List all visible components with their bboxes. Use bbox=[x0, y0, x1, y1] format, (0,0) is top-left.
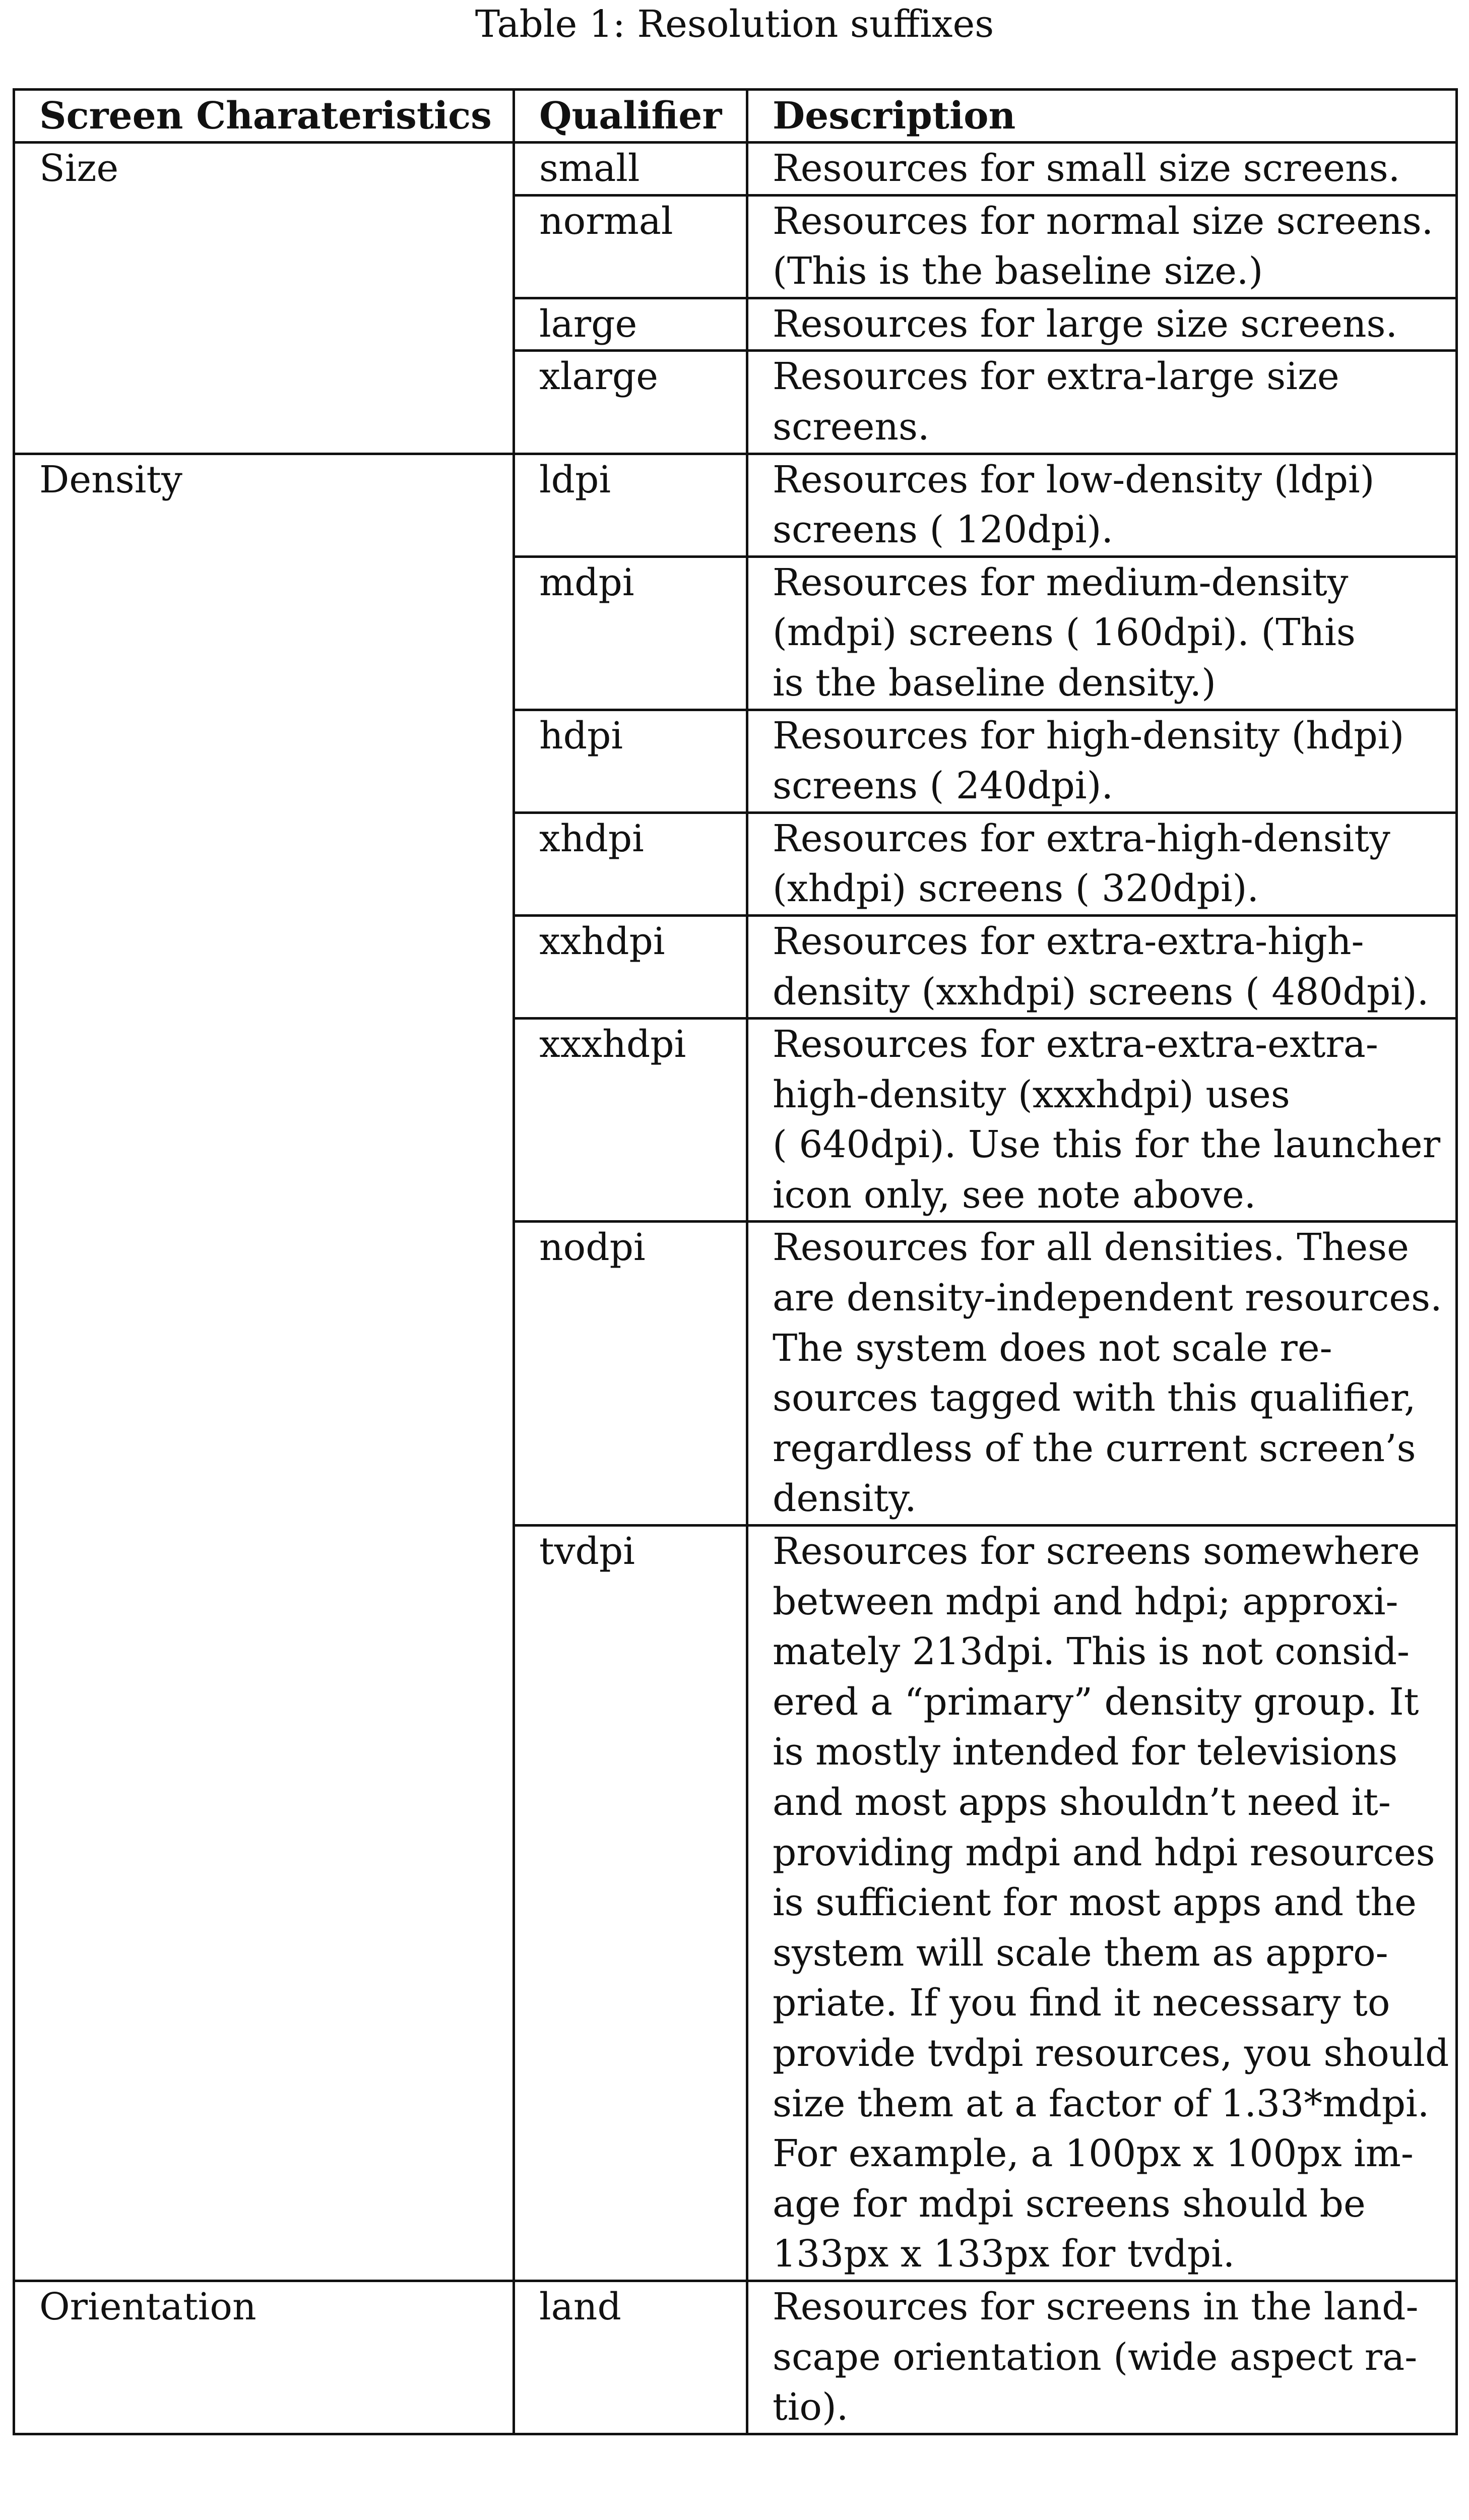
description-line: mately 213dpi. This is not consid- bbox=[773, 1630, 1410, 1674]
qualifier-cell: xhdpi bbox=[514, 812, 747, 915]
description-line: Resources for medium-density bbox=[773, 560, 1349, 604]
description-line: Resources for high-density (hdpi) bbox=[773, 714, 1404, 758]
description-line: screens ( 120dpi). bbox=[773, 508, 1113, 552]
description-cell bbox=[747, 710, 1457, 812]
resolution-suffixes-table bbox=[13, 88, 1458, 2435]
description-line: are density-independent resources. bbox=[773, 1276, 1442, 1320]
qualifier-cell: large bbox=[514, 298, 747, 351]
description-line: age for mdpi screens should be bbox=[773, 2182, 1366, 2226]
description-line: system will scale them as appro- bbox=[773, 1931, 1388, 1975]
description-cell bbox=[747, 1019, 1457, 1222]
table-row bbox=[14, 454, 1457, 556]
description-line: ered a “primary” density group. It bbox=[773, 1680, 1419, 1724]
qualifier-cell: small bbox=[514, 143, 747, 196]
qualifier-cell: mdpi bbox=[514, 556, 747, 710]
table-row bbox=[14, 2281, 1457, 2434]
header-screen-characteristics: Screen Charateristics bbox=[14, 90, 514, 143]
description-line: For example, a 100px x 100px im- bbox=[773, 2132, 1414, 2176]
description-line: Resources for low-density (ldpi) bbox=[773, 458, 1375, 501]
table-row bbox=[14, 143, 1457, 196]
description-line: priate. If you find it necessary to bbox=[773, 1981, 1390, 2025]
description-line: ( 640dpi). Use this for the launcher bbox=[773, 1123, 1441, 1167]
description-line: Resources for extra-large size bbox=[773, 355, 1339, 399]
description-cell bbox=[747, 915, 1457, 1018]
description-line: (This is the baseline size.) bbox=[773, 249, 1263, 293]
qualifier-cell: normal bbox=[514, 195, 747, 298]
description-line: Resources for extra-extra-extra- bbox=[773, 1023, 1378, 1066]
description-line: between mdpi and hdpi; approxi- bbox=[773, 1580, 1398, 1623]
header-description: Description bbox=[747, 90, 1457, 143]
description-line: tio). bbox=[773, 2385, 849, 2429]
qualifier-cell: land bbox=[514, 2281, 747, 2434]
qualifier-cell: nodpi bbox=[514, 1222, 747, 1526]
description-cell bbox=[747, 1222, 1457, 1526]
description-line: high-density (xxxhdpi) uses bbox=[773, 1073, 1290, 1116]
description-cell bbox=[747, 195, 1457, 298]
description-line: 133px x 133px for tvdpi. bbox=[773, 2232, 1235, 2276]
description-line: screens ( 240dpi). bbox=[773, 764, 1113, 808]
description-line: size them at a factor of 1.33*mdpi. bbox=[773, 2082, 1430, 2125]
description-cell bbox=[747, 143, 1457, 196]
description-line: is sufficient for most apps and the bbox=[773, 1881, 1417, 1925]
qualifier-cell: tvdpi bbox=[514, 1526, 747, 2281]
description-line: is mostly intended for televisions bbox=[773, 1730, 1398, 1774]
group-cell-density: Density bbox=[14, 454, 514, 2281]
description-line: icon only, see note above. bbox=[773, 1173, 1256, 1217]
description-cell bbox=[747, 298, 1457, 351]
qualifier-cell: hdpi bbox=[514, 710, 747, 812]
description-line: providing mdpi and hdpi resources bbox=[773, 1831, 1435, 1874]
description-line: density (xxhdpi) screens ( 480dpi). bbox=[773, 970, 1429, 1014]
description-line: density. bbox=[773, 1477, 917, 1521]
table-caption: Table 1: Resolution suffixes bbox=[475, 3, 994, 46]
table-body bbox=[14, 143, 1457, 2434]
qualifier-cell: xxhdpi bbox=[514, 915, 747, 1018]
description-cell bbox=[747, 812, 1457, 915]
description-line: Resources for small size screens. bbox=[773, 147, 1400, 190]
description-line: (xhdpi) screens ( 320dpi). bbox=[773, 867, 1259, 911]
group-cell-orientation: Orientation bbox=[14, 2281, 514, 2434]
group-cell-size: Size bbox=[14, 143, 514, 454]
table-header-row bbox=[14, 90, 1457, 143]
qualifier-cell: xlarge bbox=[514, 351, 747, 454]
header-qualifier: Qualifier bbox=[514, 90, 747, 143]
qualifier-cell: ldpi bbox=[514, 454, 747, 556]
description-line: and most apps shouldn’t need it- bbox=[773, 1781, 1391, 1824]
description-cell bbox=[747, 556, 1457, 710]
description-line: The system does not scale re- bbox=[773, 1326, 1332, 1370]
description-line: screens. bbox=[773, 405, 930, 449]
description-line: Resources for screens somewhere bbox=[773, 1530, 1420, 1573]
description-cell bbox=[747, 454, 1457, 556]
description-cell bbox=[747, 2281, 1457, 2434]
description-line: Resources for extra-high-density bbox=[773, 816, 1390, 860]
description-line: (mdpi) screens ( 160dpi). (This bbox=[773, 611, 1356, 655]
description-line: Resources for normal size screens. bbox=[773, 199, 1434, 243]
description-line: Resources for extra-extra-high- bbox=[773, 919, 1364, 963]
description-line: scape orientation (wide aspect ra- bbox=[773, 2335, 1418, 2379]
description-line: Resources for large size screens. bbox=[773, 302, 1397, 346]
qualifier-cell: xxxhdpi bbox=[514, 1019, 747, 1222]
description-line: is the baseline density.) bbox=[773, 661, 1217, 705]
description-line: Resources for screens in the land- bbox=[773, 2285, 1419, 2328]
description-cell bbox=[747, 351, 1457, 454]
description-cell bbox=[747, 1526, 1457, 2281]
description-line: sources tagged with this qualifier, bbox=[773, 1376, 1416, 1420]
description-line: provide tvdpi resources, you should bbox=[773, 2031, 1449, 2075]
description-line: regardless of the current screen’s bbox=[773, 1426, 1416, 1470]
description-line: Resources for all densities. These bbox=[773, 1226, 1409, 1270]
